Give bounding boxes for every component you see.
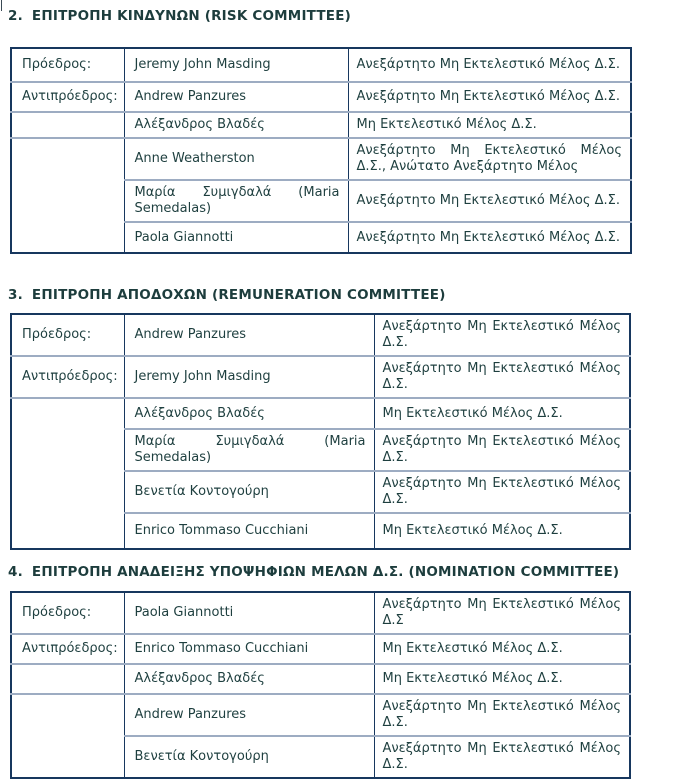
table-row bbox=[11, 48, 631, 82]
heading-number: 3. bbox=[8, 287, 23, 303]
role-cell: Αντιπρόεδρος: bbox=[11, 634, 124, 664]
merged-role-cell bbox=[11, 138, 124, 253]
member-title-cell: Ανεξάρτητο Μη Εκτελεστικό Μέλος Δ.Σ bbox=[374, 592, 630, 634]
role-cell: Πρόεδρος: bbox=[11, 314, 124, 356]
table-row bbox=[11, 634, 630, 664]
table-row bbox=[11, 138, 631, 180]
member-name-cell: Paola Giannotti bbox=[124, 592, 374, 634]
member-title-cell: Μη Εκτελεστικό Μέλος Δ.Σ. bbox=[382, 523, 563, 538]
member-name-cell: Βενετία Κοντογούρη bbox=[124, 471, 374, 513]
heading-label: ΕΠΙΤΡΟΠΗ ΑΝΑΔΕΙΞΗΣ ΥΠΟΨΗΦΙΩΝ ΜΕΛΩΝ Δ.Σ. (NOMINATION COMMITTEE) bbox=[31, 564, 620, 580]
member-name-cell: Jeremy John Masding bbox=[124, 356, 374, 398]
table-row bbox=[11, 314, 630, 356]
member-title-cell: Ανεξάρτητο Μη Εκτελεστικό Μέλος Δ.Σ. bbox=[374, 471, 630, 513]
heading-number: 4. bbox=[8, 564, 23, 580]
member-name-cell: Enrico Tommaso Cucchiani bbox=[124, 513, 374, 549]
member-title-cell: Ανεξάρτητο Μη Εκτελεστικό Μέλος Δ.Σ. bbox=[374, 356, 630, 398]
table-row bbox=[11, 664, 630, 694]
member-title-cell: Ανεξάρτητο Μη Εκτελεστικό Μέλος Δ.Σ., Ανώτατο Ανεξάρτητο Μέλος bbox=[348, 138, 631, 180]
heading-number: 2. bbox=[8, 8, 23, 24]
member-title-cell: Ανεξάρτητο Μη Εκτελεστικό Μέλος Δ.Σ. bbox=[348, 82, 631, 112]
empty-role-cell bbox=[11, 664, 124, 694]
member-title-cell: Ανεξάρτητο Μη Εκτελεστικό Μέλος Δ.Σ. bbox=[374, 314, 630, 356]
heading-label: ΕΠΙΤΡΟΠΗ ΚΙΝΔΥΝΩΝ (RISK COMMITTEE) bbox=[31, 8, 352, 24]
member-name-cell: Andrew Panzures bbox=[124, 82, 348, 112]
table-row bbox=[11, 82, 631, 112]
table-row bbox=[11, 694, 630, 736]
member-title-cell: Μη Εκτελεστικό Μέλος Δ.Σ. bbox=[374, 398, 630, 429]
page-edge-artifact bbox=[1, 0, 2, 11]
member-name-cell: Enrico Tommaso Cucchiani bbox=[124, 634, 374, 664]
member-title-cell: Μη Εκτελεστικό Μέλος Δ.Σ. bbox=[348, 112, 631, 138]
member-name-cell: Μαρία Συμιγδαλά (Maria Semedalas) bbox=[124, 429, 374, 471]
role-cell: Πρόεδρος: bbox=[11, 592, 124, 634]
member-name-cell: Βενετία Κοντογούρη bbox=[124, 736, 374, 778]
member-title-cell: Ανεξάρτητο Μη Εκτελεστικό Μέλος Δ.Σ. bbox=[348, 48, 631, 82]
member-name-cell: Paola Giannotti bbox=[124, 222, 348, 253]
member-title-cell: Ανεξάρτητο Μη Εκτελεστικό Μέλος Δ.Σ. bbox=[374, 694, 630, 736]
role-cell: Αντιπρόεδρος: bbox=[11, 356, 124, 398]
section-heading-nomination-committee bbox=[8, 564, 676, 580]
member-name-cell: Anne Weatherston bbox=[124, 138, 348, 180]
member-name-cell: Andrew Panzures bbox=[124, 314, 374, 356]
member-title-cell: Μη Εκτελεστικό Μέλος Δ.Σ. bbox=[374, 664, 630, 694]
table-row bbox=[11, 398, 630, 429]
member-name-cell: Αλέξανδρος Βλαδές bbox=[124, 112, 348, 138]
table-row bbox=[11, 112, 631, 138]
member-title-cell: Μη Εκτελεστικό Μέλος Δ.Σ. bbox=[374, 634, 630, 664]
merged-role-cell bbox=[11, 398, 124, 549]
nomination-committee-table bbox=[10, 591, 631, 779]
remuneration-committee-table bbox=[10, 313, 631, 550]
section-heading-risk-committee bbox=[8, 8, 676, 24]
member-name-cell: Αλέξανδρος Βλαδές bbox=[124, 398, 374, 429]
merged-role-cell bbox=[11, 694, 124, 778]
risk-committee-table bbox=[10, 47, 632, 254]
section-heading-remuneration-committee bbox=[8, 287, 676, 303]
role-cell: Πρόεδρος: bbox=[11, 48, 124, 82]
member-title-cell: Ανεξάρτητο Μη Εκτελεστικό Μέλος Δ.Σ. bbox=[348, 180, 631, 222]
table-row bbox=[11, 356, 630, 398]
member-title-cell: Ανεξάρτητο Μη Εκτελεστικό Μέλος Δ.Σ. bbox=[374, 429, 630, 471]
heading-label: ΕΠΙΤΡΟΠΗ ΑΠΟΔΟΧΩΝ (REMUNERATION COMMITTEE) bbox=[31, 287, 446, 303]
member-name-cell: Μαρία Συμιγδαλά (Maria Semedalas) bbox=[124, 180, 348, 222]
empty-role-cell bbox=[11, 112, 124, 138]
member-name-cell: Jeremy John Masding bbox=[124, 48, 348, 82]
table-row bbox=[11, 592, 630, 634]
member-name-cell: Andrew Panzures bbox=[124, 694, 374, 736]
role-cell: Αντιπρόεδρος: bbox=[11, 82, 124, 112]
member-title-cell: Ανεξάρτητο Μη Εκτελεστικό Μέλος Δ.Σ. bbox=[382, 741, 621, 772]
member-name-cell: Αλέξανδρος Βλαδές bbox=[124, 664, 374, 694]
member-title-cell: Ανεξάρτητο Μη Εκτελεστικό Μέλος Δ.Σ. bbox=[356, 229, 621, 245]
